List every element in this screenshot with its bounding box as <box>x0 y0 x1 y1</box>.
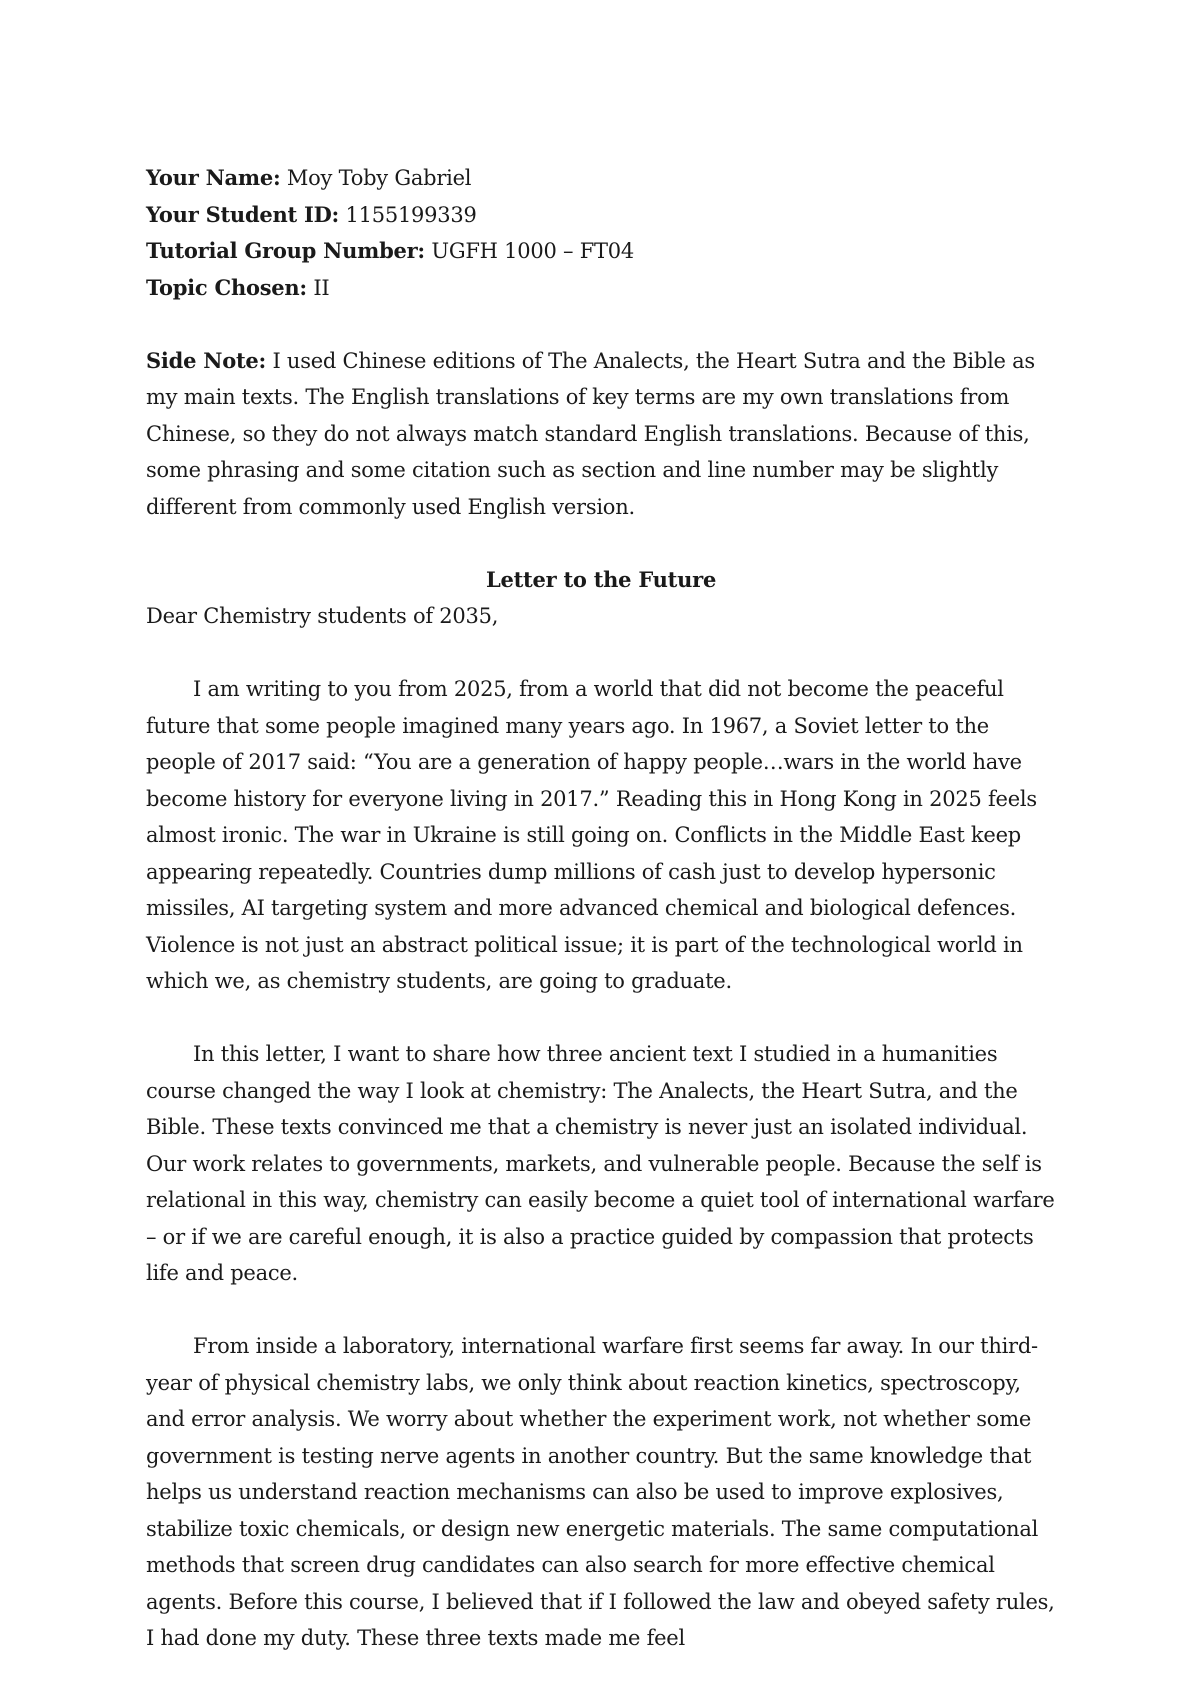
topic-value: II <box>313 275 330 300</box>
tutorial-group-value: UGFH 1000 – FT04 <box>431 239 635 263</box>
name-label: Your Name: <box>146 165 281 190</box>
name-value: Moy Toby Gabriel <box>286 166 472 190</box>
student-id-line <box>146 197 1056 234</box>
letter-salutation: Dear Chemistry students of 2035, <box>146 604 499 628</box>
topic-label: Topic Chosen: <box>146 274 307 300</box>
body-paragraph: In this letter, I want to share how three ancient text I studied in a humanities course changed the way I look at chemistry: The Analects, the Heart Sutra, and the Bible. These texts convinced me that a chemistry is never just an isolated individual. Our work relates to governments, markets, and vulnerable people. Because the self is relational in this way, chemistry can easily become a quiet tool of international warfare – or if we are careful enough, it is also a practice guided by compassion that protects life and peace. <box>146 1042 1055 1285</box>
side-note-label: Side Note: <box>146 347 267 373</box>
spacer <box>146 306 1056 343</box>
topic-line <box>146 270 1056 307</box>
spacer <box>146 525 1056 562</box>
tutorial-group-label: Tutorial Group Number: <box>146 238 425 263</box>
document-page <box>146 160 1056 1657</box>
letter-title: Letter to the Future <box>485 566 717 592</box>
spacer <box>146 1292 1056 1329</box>
side-note <box>146 343 1056 526</box>
tutorial-group-line <box>146 233 1056 270</box>
body-paragraph: I am writing to you from 2025, from a world that did not become the peaceful future that some people imagined many years ago. In 1967, a Soviet letter to the people of 2017 said: “You are a generation of happy people…wars in the world have become history for everyone living in 2017.” Reading this in Hong Kong in 2025 feels almost ironic. The war in Ukraine is still going on. Conflicts in the Middle East keep appearing repeatedly. Countries dump millions of cash just to develop hypersonic missiles, AI targeting system and more advanced chemical and biological defences. Violence is not just an abstract political issue; it is part of the technological world in which we, as chemistry students, are going to graduate. <box>146 677 1037 993</box>
body-paragraph: From inside a laboratory, international warfare first seems far away. In our third-year of physical chemistry labs, we only think about reaction kinetics, spectroscopy, and error analysis. We worry about whether the experiment work, not whether some government is testing nerve agents in another country. But the same knowledge that helps us understand reaction mechanisms can also be used to improve explosives, stabilize toxic chemicals, or design new energetic materials. The same computational methods that screen drug candidates can also search for more effective chemical agents. Before this course, I believed that if I followed the law and obeyed safety rules, I had done my duty. These three texts made me feel <box>146 1334 1055 1650</box>
student-id-value: 1155199339 <box>345 202 477 227</box>
side-note-text: I used Chinese editions of The Analects, the Heart Sutra and the Bible as my main texts. The English translations of key terms are my own translations from Chinese, so they do not always match standard English translations. Because of this, some phrasing and some citation such as section and line number may be slightly different from commonly used English version. <box>146 348 1035 519</box>
spacer <box>146 635 1056 672</box>
student-id-label: Your Student ID: <box>146 201 340 227</box>
name-line <box>146 160 1056 197</box>
spacer <box>146 1000 1056 1037</box>
